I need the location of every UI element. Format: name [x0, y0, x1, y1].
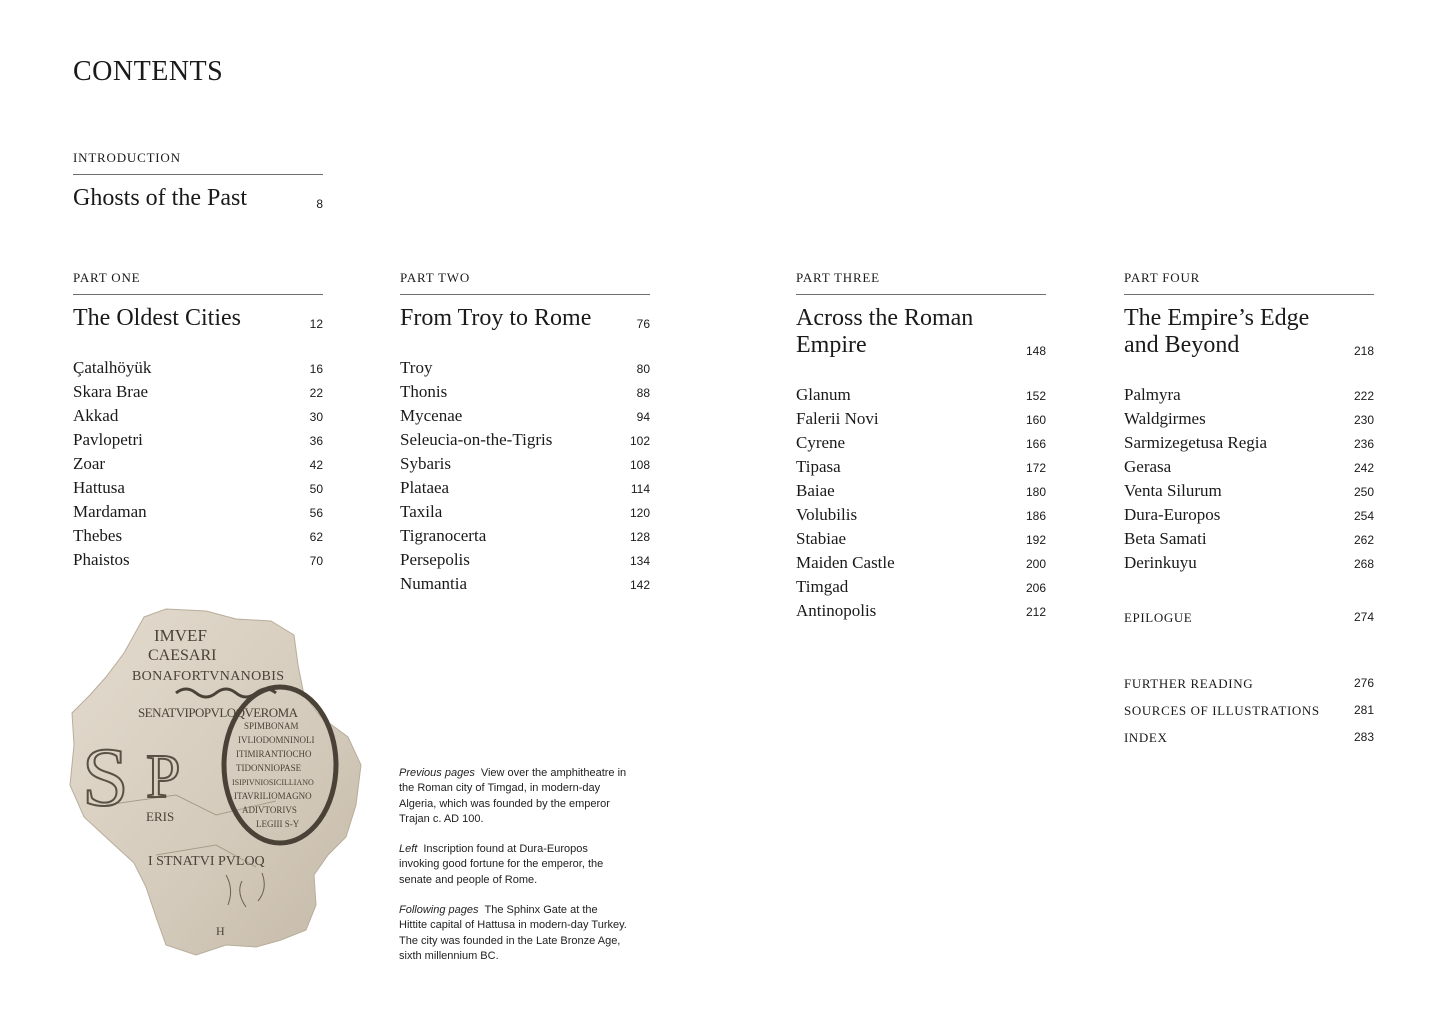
city-entry[interactable]: [1124, 407, 1374, 431]
part-two-column: [400, 270, 650, 596]
city-page-number: 254: [1353, 509, 1374, 523]
city-entry[interactable]: [400, 500, 650, 524]
city-page-number: 62: [309, 530, 323, 544]
svg-text:CAESARI: CAESARI: [148, 647, 217, 664]
section-rule: [1124, 294, 1374, 295]
city-name: Waldgirmes: [1124, 409, 1206, 428]
intro-label: INTRODUCTION: [73, 150, 181, 165]
city-entry[interactable]: [73, 428, 323, 452]
city-entry[interactable]: [73, 476, 323, 500]
city-name: Maiden Castle: [796, 553, 895, 572]
city-name: Sarmizegetusa Regia: [1124, 433, 1268, 452]
city-entry[interactable]: [400, 524, 650, 548]
city-page-number: 142: [629, 578, 650, 592]
city-page-number: 108: [629, 458, 650, 472]
city-name: Derinkuyu: [1124, 553, 1197, 572]
svg-text:ITAVRILIOMAGNO: ITAVRILIOMAGNO: [234, 791, 312, 801]
svg-text:ERIS: ERIS: [146, 809, 175, 824]
city-entry[interactable]: [73, 548, 323, 572]
city-list: [73, 356, 323, 572]
city-entry[interactable]: [1124, 551, 1374, 575]
part-title-entry[interactable]: [1124, 305, 1374, 359]
svg-text:ITIMIRANTIOCHO: ITIMIRANTIOCHO: [236, 749, 312, 759]
city-entry[interactable]: [796, 383, 1046, 407]
city-page-number: 230: [1353, 413, 1374, 427]
city-name: Stabiae: [796, 529, 847, 548]
city-name: Tipasa: [796, 457, 841, 476]
city-name: Beta Samati: [1124, 529, 1207, 548]
city-page-number: 120: [629, 506, 650, 520]
city-page-number: 192: [1025, 533, 1046, 547]
back-matter-entry[interactable]: [1124, 670, 1374, 697]
city-list: [796, 383, 1046, 623]
city-name: Phaistos: [73, 550, 130, 569]
city-entry[interactable]: [400, 428, 650, 452]
part-page-number: 12: [309, 317, 323, 331]
city-entry[interactable]: [400, 356, 650, 380]
part-three-column: [796, 270, 1046, 623]
city-page-number: 88: [636, 386, 650, 400]
city-name: Seleucia-on-the-Tigris: [400, 430, 553, 449]
city-page-number: 102: [629, 434, 650, 448]
svg-text:BONAFORTVNANOBIS: BONAFORTVNANOBIS: [132, 669, 284, 684]
city-page-number: 206: [1025, 581, 1046, 595]
caption-lead: Following pages: [399, 904, 479, 917]
back-matter-label: FURTHER READING: [1124, 676, 1254, 691]
part-label: PART THREE: [796, 270, 880, 285]
city-name: Numantia: [400, 574, 468, 593]
city-page-number: 172: [1025, 461, 1046, 475]
city-entry[interactable]: [400, 404, 650, 428]
city-entry[interactable]: [1124, 455, 1374, 479]
city-name: Thonis: [400, 382, 448, 401]
city-name: Pavlopetri: [73, 430, 143, 449]
intro-section: [73, 150, 323, 212]
city-entry[interactable]: [796, 431, 1046, 455]
section-rule: [73, 294, 323, 295]
city-entry[interactable]: [73, 356, 323, 380]
back-matter-page-number: 281: [1353, 703, 1374, 717]
svg-text:TIDONNIOPASE: TIDONNIOPASE: [236, 763, 302, 773]
city-entry[interactable]: [400, 380, 650, 404]
part-title: The Empire’s Edge and Beyond: [1124, 305, 1310, 358]
city-entry[interactable]: [796, 551, 1046, 575]
part-title: Across the Roman Empire: [796, 305, 974, 358]
epilogue-label: EPILOGUE: [1124, 610, 1193, 625]
back-matter-entry[interactable]: [1124, 697, 1374, 724]
svg-text:SENATVIPOPVLOQVEROMA: SENATVIPOPVLOQVEROMA: [138, 705, 298, 720]
intro-entry[interactable]: [73, 185, 323, 212]
part-title: From Troy to Rome: [400, 305, 592, 331]
city-page-number: 180: [1025, 485, 1046, 499]
city-page-number: 128: [629, 530, 650, 544]
svg-text:ISIPIVNIOSICILLIANO: ISIPIVNIOSICILLIANO: [232, 778, 314, 787]
city-page-number: 36: [309, 434, 323, 448]
city-entry[interactable]: [796, 575, 1046, 599]
caption-lead: Left: [399, 843, 418, 856]
city-entry[interactable]: [400, 452, 650, 476]
city-list: [400, 356, 650, 596]
svg-text:LEGIII S-Y: LEGIII S-Y: [256, 819, 300, 829]
caption-lead: Previous pages: [399, 767, 475, 779]
section-rule: [796, 294, 1046, 295]
city-entry[interactable]: [796, 407, 1046, 431]
caption-text: Inscription found at Dura-Europos invoking good fortune for the emperor, the senate and people of Rome.: [399, 843, 604, 886]
city-entry[interactable]: [1124, 479, 1374, 503]
city-name: Dura-Europos: [1124, 505, 1221, 524]
city-entry[interactable]: [400, 548, 650, 572]
city-name: Antinopolis: [796, 601, 877, 620]
city-page-number: 22: [309, 386, 323, 400]
part-title-entry[interactable]: [73, 305, 323, 332]
inscription-fragment-image: [66, 605, 366, 967]
city-name: Skara Brae: [73, 382, 149, 401]
back-matter-label: INDEX: [1124, 730, 1168, 745]
city-page-number: 30: [309, 410, 323, 424]
city-name: Volubilis: [796, 505, 858, 524]
city-page-number: 186: [1025, 509, 1046, 523]
city-name: Plataea: [400, 478, 450, 497]
svg-text:S: S: [82, 731, 129, 824]
section-rule: [73, 174, 323, 175]
city-entry[interactable]: [73, 452, 323, 476]
city-page-number: 70: [309, 554, 323, 568]
city-page-number: 134: [629, 554, 650, 568]
city-entry[interactable]: [73, 524, 323, 548]
back-matter-entry[interactable]: [1124, 724, 1374, 751]
part-label: PART TWO: [400, 270, 471, 285]
caption-paragraph: [399, 766, 627, 827]
city-page-number: 242: [1353, 461, 1374, 475]
city-entry[interactable]: [1124, 503, 1374, 527]
back-matter-label: SOURCES OF ILLUSTRATIONS: [1124, 703, 1320, 718]
caption-paragraph: [399, 842, 627, 888]
city-page-number: 94: [636, 410, 650, 424]
svg-text:H: H: [216, 924, 225, 938]
city-page-number: 114: [630, 482, 650, 496]
city-entry[interactable]: [73, 500, 323, 524]
part-title: The Oldest Cities: [73, 305, 241, 331]
city-name: Gerasa: [1124, 457, 1172, 476]
part-label: PART ONE: [73, 270, 141, 285]
caption-paragraph: [399, 903, 627, 964]
city-entry[interactable]: [796, 455, 1046, 479]
city-entry[interactable]: [1124, 431, 1374, 455]
epilogue-entry[interactable]: [1124, 604, 1374, 631]
city-name: Tigranocerta: [400, 526, 487, 545]
svg-text:I STNATVI PVLOQ: I STNATVI PVLOQ: [148, 854, 265, 869]
svg-text:IVLIODOMNINOLI: IVLIODOMNINOLI: [238, 735, 315, 745]
city-name: Çatalhöyük: [73, 358, 152, 377]
city-name: Baiae: [796, 481, 835, 500]
city-page-number: 42: [309, 458, 323, 472]
part-label: PART FOUR: [1124, 270, 1201, 285]
city-entry[interactable]: [796, 479, 1046, 503]
back-matter-page-number: 283: [1353, 730, 1374, 744]
back-matter-page-number: 276: [1353, 676, 1374, 690]
caption-text: The Sphinx Gate at the Hittite capital of Hattusa in modern-day Turkey. The city was founded in the Late Bronze Age, sixth millennium BC.: [399, 904, 627, 962]
city-name: Taxila: [400, 502, 443, 521]
city-name: Cyrene: [796, 433, 846, 452]
part-page-number: 76: [636, 317, 650, 331]
city-name: Venta Silurum: [1124, 481, 1222, 500]
city-page-number: 50: [309, 482, 323, 496]
city-name: Palmyra: [1124, 385, 1181, 404]
city-page-number: 80: [636, 362, 650, 376]
page-title: CONTENTS: [73, 56, 224, 87]
city-entry[interactable]: [400, 476, 650, 500]
part-four-column: [1124, 270, 1374, 575]
section-rule: [400, 294, 650, 295]
epilogue-section: [1124, 604, 1374, 631]
city-page-number: 200: [1025, 557, 1046, 571]
part-title-entry[interactable]: [400, 305, 650, 332]
city-page-number: 166: [1025, 437, 1046, 451]
city-name: Hattusa: [73, 478, 125, 497]
city-entry[interactable]: [73, 404, 323, 428]
city-name: Thebes: [73, 526, 123, 545]
city-page-number: 212: [1025, 605, 1046, 619]
city-page-number: 268: [1353, 557, 1374, 571]
svg-text:IMVEF: IMVEF: [154, 626, 207, 645]
city-name: Troy: [400, 358, 433, 377]
back-matter-list: [1124, 670, 1374, 751]
city-page-number: 152: [1025, 389, 1046, 403]
city-page-number: 250: [1353, 485, 1374, 499]
city-entry[interactable]: [796, 599, 1046, 623]
city-name: Mardaman: [73, 502, 147, 521]
city-entry[interactable]: [400, 572, 650, 596]
city-name: Persepolis: [400, 550, 470, 569]
epilogue-page-number: 274: [1353, 610, 1374, 624]
part-page-number: 148: [1025, 344, 1046, 358]
image-captions: [399, 766, 627, 979]
city-list: [1124, 383, 1374, 575]
svg-text:P: P: [146, 743, 181, 811]
part-one-column: [73, 270, 323, 572]
city-entry[interactable]: [796, 503, 1046, 527]
city-name: Zoar: [73, 454, 106, 473]
city-page-number: 160: [1025, 413, 1046, 427]
city-name: Glanum: [796, 385, 851, 404]
svg-text:ADIVTORIVS: ADIVTORIVS: [242, 805, 297, 815]
caption-text: View over the amphitheatre in the Roman city of Timgad, in modern-day Algeria, which was founded by the emperor Trajan c. AD 100.: [399, 767, 627, 825]
city-entry[interactable]: [1124, 383, 1374, 407]
city-name: Sybaris: [400, 454, 451, 473]
city-entry[interactable]: [73, 380, 323, 404]
city-name: Timgad: [796, 577, 849, 596]
city-page-number: 236: [1353, 437, 1374, 451]
city-page-number: 16: [309, 362, 323, 376]
city-page-number: 262: [1353, 533, 1374, 547]
part-page-number: 218: [1353, 344, 1374, 358]
svg-text:SPIMBONAM: SPIMBONAM: [244, 721, 299, 731]
intro-page-number: 8: [316, 197, 323, 211]
part-title-entry[interactable]: [796, 305, 1046, 359]
city-name: Mycenae: [400, 406, 463, 425]
intro-title: Ghosts of the Past: [73, 185, 247, 211]
city-name: Akkad: [73, 406, 119, 425]
city-page-number: 56: [309, 506, 323, 520]
city-entry[interactable]: [796, 527, 1046, 551]
city-name: Falerii Novi: [796, 409, 879, 428]
city-entry[interactable]: [1124, 527, 1374, 551]
city-page-number: 222: [1353, 389, 1374, 403]
